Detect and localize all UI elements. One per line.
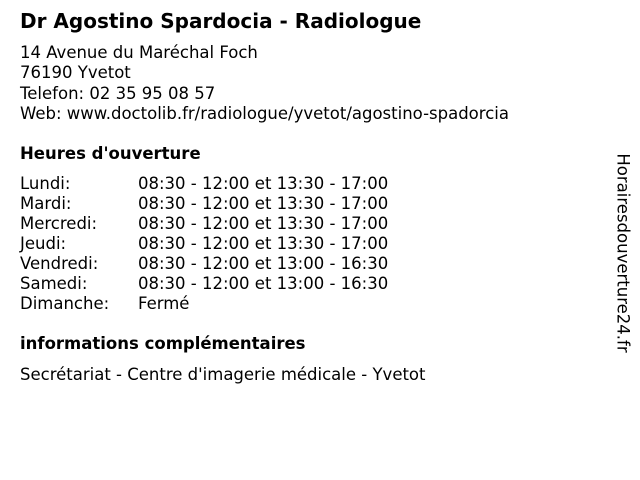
- site-watermark: Horairesdouverture24.fr: [613, 153, 633, 353]
- day-label: Mercredi:: [20, 214, 98, 233]
- address-city: 76190 Yvetot: [20, 63, 131, 82]
- time-value: 08:30 - 12:00 et 13:30 - 17:00: [138, 194, 389, 213]
- time-value: 08:30 - 12:00 et 13:30 - 17:00: [138, 234, 389, 253]
- time-value: 08:30 - 12:00 et 13:30 - 17:00: [138, 174, 389, 193]
- address-street: 14 Avenue du Maréchal Foch: [20, 43, 258, 62]
- time-value: 08:30 - 12:00 et 13:30 - 17:00: [138, 214, 389, 233]
- additional-info-text: Secrétariat - Centre d'imagerie médicale - Yvetot: [20, 365, 426, 384]
- day-label: Samedi:: [20, 274, 88, 293]
- phone-number[interactable]: Telefon: 02 35 95 08 57: [20, 84, 216, 103]
- time-value: Fermé: [138, 294, 190, 313]
- day-label: Dimanche:: [20, 294, 110, 313]
- day-label: Jeudi:: [20, 234, 67, 253]
- website-link[interactable]: Web: www.doctolib.fr/radiologue/yvetot/agostino-spadorcia: [20, 104, 509, 123]
- time-value: 08:30 - 12:00 et 13:00 - 16:30: [138, 254, 389, 273]
- day-label: Lundi:: [20, 174, 71, 193]
- opening-hours-heading: Heures d'ouverture: [20, 144, 201, 163]
- time-value: 08:30 - 12:00 et 13:00 - 16:30: [138, 274, 389, 293]
- additional-info-heading: informations complémentaires: [20, 334, 306, 353]
- day-label: Mardi:: [20, 194, 72, 213]
- day-label: Vendredi:: [20, 254, 99, 273]
- page-title: Dr Agostino Spardocia - Radiologue: [20, 9, 422, 33]
